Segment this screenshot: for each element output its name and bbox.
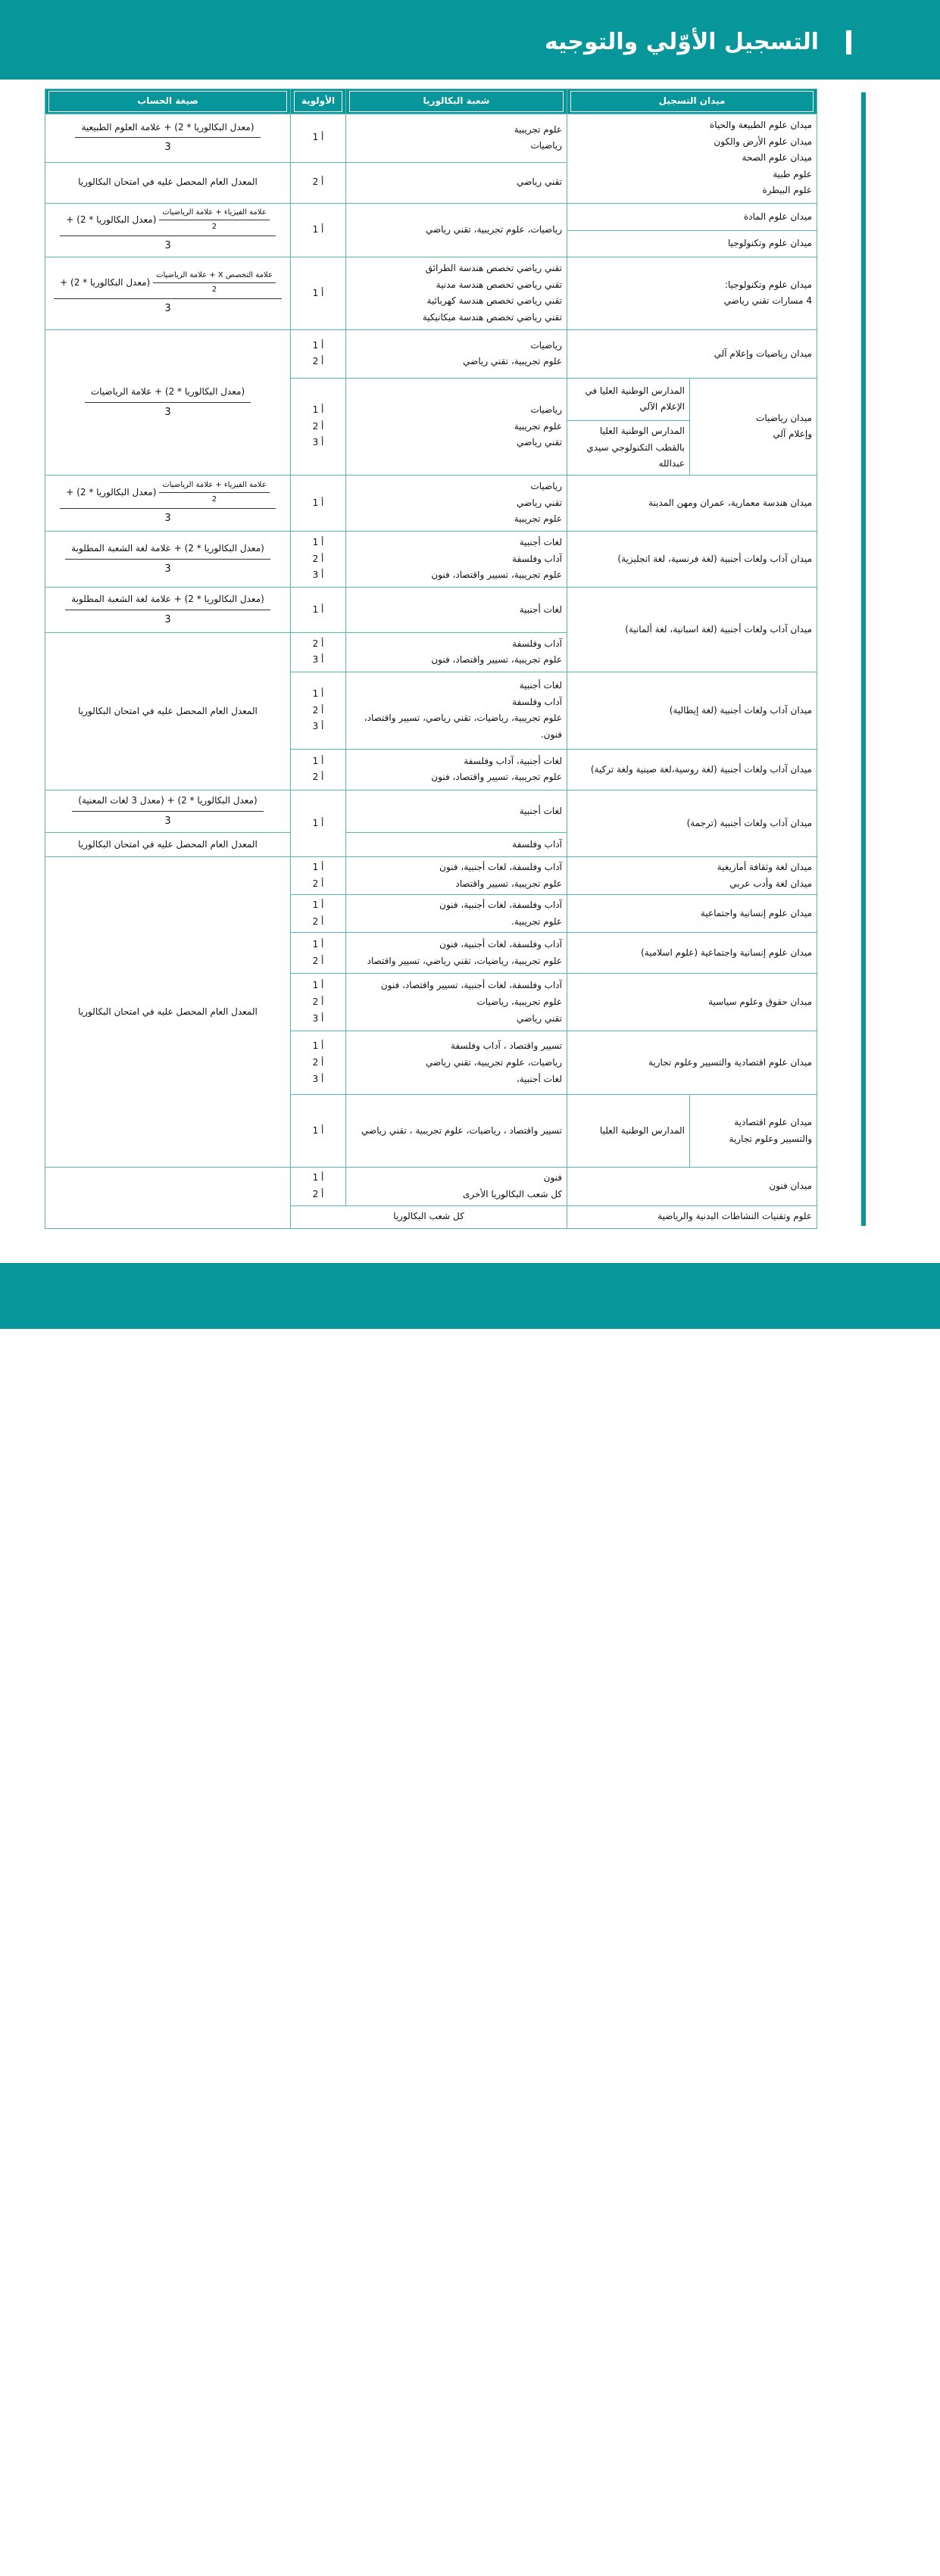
branch-cell: رياضيات، علوم تجريبية، تقني رياضي [346, 203, 567, 257]
branch-cell: آداب وفلسفة علوم تجريبية، تسيير واقتصاد، فنون [346, 632, 567, 672]
priority-cell: أ 1 أ 2 [291, 1168, 346, 1205]
branch-cell: تقني رياضي [346, 162, 567, 203]
page-header [0, 0, 940, 80]
field-cell: ميدان آداب ولغات أجنبية (لغة إيطالية) [567, 672, 817, 749]
header-formula: صيغة الحساب [45, 89, 291, 114]
priority-cell: أ 1 [291, 475, 346, 531]
branch-cell: آداب وفلسفة، لغات أجنبية، فنون علوم تجريبية، رياضيات، تقني رياضي، تسيير واقتصاد [346, 933, 567, 974]
table-row [45, 531, 817, 587]
priority-cell: أ 1 أ 2 أ 3 [291, 378, 346, 475]
side-accent-bar [861, 92, 866, 1226]
branch-cell: لغات أجنبية آداب وفلسفة علوم تجريبية، تسيير واقتصاد، فنون [346, 531, 567, 587]
branch-cell: لغات أجنبية آداب وفلسفة علوم تجريبية، رياضيات، تقني رياضي، تسيير واقتصاد، فنون. [346, 672, 567, 749]
formula-cell: $\frac{\text{علامة الفيزياء + علامة الرياضيات}}{2}$ (معدل البكالوريا * 2) + 3 [45, 203, 291, 257]
branch-cell: آداب وفلسفة [346, 832, 567, 856]
branch-cell: فنون كل شعب البكالوريا الأخرى [346, 1168, 567, 1205]
field-cell: ميدان فنون [567, 1168, 817, 1205]
table-row [45, 257, 817, 329]
field-cell: علوم وتقنيات النشاطات البدنية والرياضية [567, 1205, 817, 1228]
formula-cell: المعدل العام المحصل عليه في امتحان البكالوريا [45, 162, 291, 203]
orientation-table [45, 89, 817, 1229]
table-row [45, 790, 817, 832]
field-cell: ميدان علوم إنسانية واجتماعية [567, 895, 817, 933]
branch-cell: آداب وفلسفة، لغات أجنبية، فنون علوم تجريبية، تسيير واقتصاد [346, 856, 567, 894]
priority-cell: أ 1 أ 2 أ 3 [291, 974, 346, 1031]
field-cell: ميدان علوم اقتصادية والتسيير وعلوم تجارية [690, 1095, 817, 1168]
table-row [45, 475, 817, 531]
formula-cell: $\frac{\text{(معدل البكالوريا * 2) + علامة العلوم الطبيعية}}{3}$ [45, 114, 291, 162]
header-field: ميدان التسجيل [567, 89, 817, 114]
formula-cell: $\frac{\text{علامة التخصص X + علامة الرياضيات}}{2}$ (معدل البكالوريا * 2) + 3 [45, 257, 291, 329]
field-cell: ميدان علوم إنسانية واجتماعية (علوم اسلامية) [567, 933, 817, 974]
priority-cell: أ 1 أ 2 [291, 856, 346, 894]
field-subcell: المدارس الوطنية العليا في الإعلام الآلي [567, 378, 690, 420]
page-number: 3 [73, 2546, 90, 2576]
branch-cell: كل شعب البكالوريا [291, 1205, 567, 1228]
formula-cell: المعدل العام المحصل عليه في امتحان البكالوريا [45, 832, 291, 856]
formula-cell: $\frac{\text{(معدل البكالوريا * 2) + علامة لغة الشعبة المطلوبة}}{3}$ [45, 587, 291, 632]
header-branch: شعبة البكالوريا [346, 89, 567, 114]
branch-cell: لغات أجنبية [346, 790, 567, 832]
priority-cell: أ 1 أ 2 أ 3 [291, 1031, 346, 1095]
field-cell: ميدان آداب ولغات أجنبية (لغة اسبانية، لغة ألمانية) [567, 587, 817, 672]
branch-cell: تسيير واقتصاد ، رياضيات، علوم تجريبية ، تقني رياضي [346, 1095, 567, 1168]
table-row [45, 329, 817, 378]
formula-cell: $\frac{\text{علامة الفيزياء + علامة الرياضيات}}{2}$ (معدل البكالوريا * 2) + 3 [45, 475, 291, 531]
priority-cell: أ 1 [291, 114, 346, 162]
field-subcell: المدارس الوطنية العليا [567, 1095, 690, 1168]
branch-cell: لغات أجنبية [346, 587, 567, 632]
formula-cell: $\frac{\text{(معدل البكالوريا * 2) + علامة لغة الشعبة المطلوبة}}{3}$ [45, 531, 291, 587]
field-cell: ميدان لغة وثقافة أمازيغية ميدان لغة وأدب عربي [567, 856, 817, 894]
priority-cell: أ 1 أ 2 أ 3 [291, 672, 346, 749]
page-footer [0, 1263, 940, 2576]
priority-cell: أ 1 أ 2 [291, 749, 346, 790]
priority-cell: أ 1 [291, 1095, 346, 1168]
priority-cell: أ 2 أ 3 [291, 632, 346, 672]
field-cell: ميدان رياضيات وإعلام آلي [567, 329, 817, 378]
table-row [45, 856, 817, 894]
field-cell: ميدان علوم اقتصادية والتسيير وعلوم تجارية [567, 1031, 817, 1095]
header-accent-bar [846, 30, 851, 55]
field-cell: ميدان علوم وتكنولوجيا: 4 مسارات تقني رياضي [567, 257, 817, 329]
priority-cell: أ 1 أ 2 [291, 933, 346, 974]
field-cell: ميدان رياضيات وإعلام آلي [690, 378, 817, 475]
table-row [45, 114, 817, 162]
priority-cell: أ 1 أ 2 [291, 329, 346, 378]
priority-cell: أ 1 أ 2 [291, 895, 346, 933]
formula-cell: $\frac{\text{(معدل البكالوريا * 2) + علامة الرياضيات}}{3}$ [45, 329, 291, 475]
field-cell: ميدان آداب ولغات أجنبية (لغة روسية،لغة صينية ولغة تركية) [567, 749, 817, 790]
field-cell: ميدان علوم الطبيعة والحياة ميدان علوم الأرض والكون ميدان علوم الصحة علوم طبية علوم البيطرة [567, 114, 817, 203]
header-priority: الأولوية [291, 89, 346, 114]
priority-cell: أ 1 أ 2 أ 3 [291, 531, 346, 587]
table-row [45, 203, 817, 231]
page-title: التسجيل الأوّلي والتوجيه [544, 29, 819, 55]
branch-cell: تقني رياضي تخصص هندسة الطرائق تقني رياضي تخصص هندسة مدنية تقني رياضي تخصص هندسة كهربائية تقني رياضي تخصص هندسة ميكانيكية [346, 257, 567, 329]
formula-cell: المعدل العام المحصل عليه في امتحان البكالوريا [45, 632, 291, 790]
formula-cell-empty [45, 1168, 291, 1228]
field-cell: ميدان علوم وتكنولوجيا [567, 231, 817, 257]
field-cell: ميدان هندسة معمارية، عمران ومهن المدينة [567, 475, 817, 531]
branch-cell: رياضيات علوم تجريبية تقني رياضي [346, 378, 567, 475]
branch-cell: آداب وفلسفة، لغات أجنبية، تسيير واقتصاد، فنون علوم تجريبية، رياضيات تقني رياضي [346, 974, 567, 1031]
priority-cell: أ 1 [291, 203, 346, 257]
field-cell: ميدان آداب ولغات أجنبية (لغة فرنسية، لغة انجليزية) [567, 531, 817, 587]
branch-cell: تسيير واقتصاد ، آداب وفلسفة رياضيات، علوم تجريبية، تقني رياضي لغات أجنبية، [346, 1031, 567, 1095]
table-row [45, 1168, 817, 1205]
table-row [45, 587, 817, 632]
branch-cell: رياضيات علوم تجريبية، تقني رياضي [346, 329, 567, 378]
priority-cell: أ 1 [291, 257, 346, 329]
branch-cell: علوم تجريبية رياضيات [346, 114, 567, 162]
branch-cell: آداب وفلسفة، لغات أجنبية، فنون علوم تجريبية. [346, 895, 567, 933]
formula-cell: المعدل العام المحصل عليه في امتحان البكالوريا [45, 856, 291, 1167]
field-cell: ميدان حقوق وعلوم سياسية [567, 974, 817, 1031]
priority-cell: أ 1 [291, 790, 346, 856]
field-cell: ميدان علوم المادة [567, 203, 817, 231]
branch-cell: لغات أجنبية، آداب وفلسفة علوم تجريبية، تسيير واقتصاد، فنون [346, 749, 567, 790]
formula-cell: $\frac{\text{(معدل البكالوريا * 2) + (معدل 3 لغات المعنية)}}{3}$ [45, 790, 291, 832]
field-subcell: المدارس الوطنية العليا بالقطب التكنولوجي سيدي عبدالله [567, 420, 690, 475]
priority-cell: أ 1 [291, 587, 346, 632]
branch-cell: رياضيات تقني رياضي علوم تجريبية [346, 475, 567, 531]
table-header-row [45, 89, 817, 114]
field-cell: ميدان آداب ولغات أجنبية (ترجمة) [567, 790, 817, 856]
priority-cell: أ 2 [291, 162, 346, 203]
